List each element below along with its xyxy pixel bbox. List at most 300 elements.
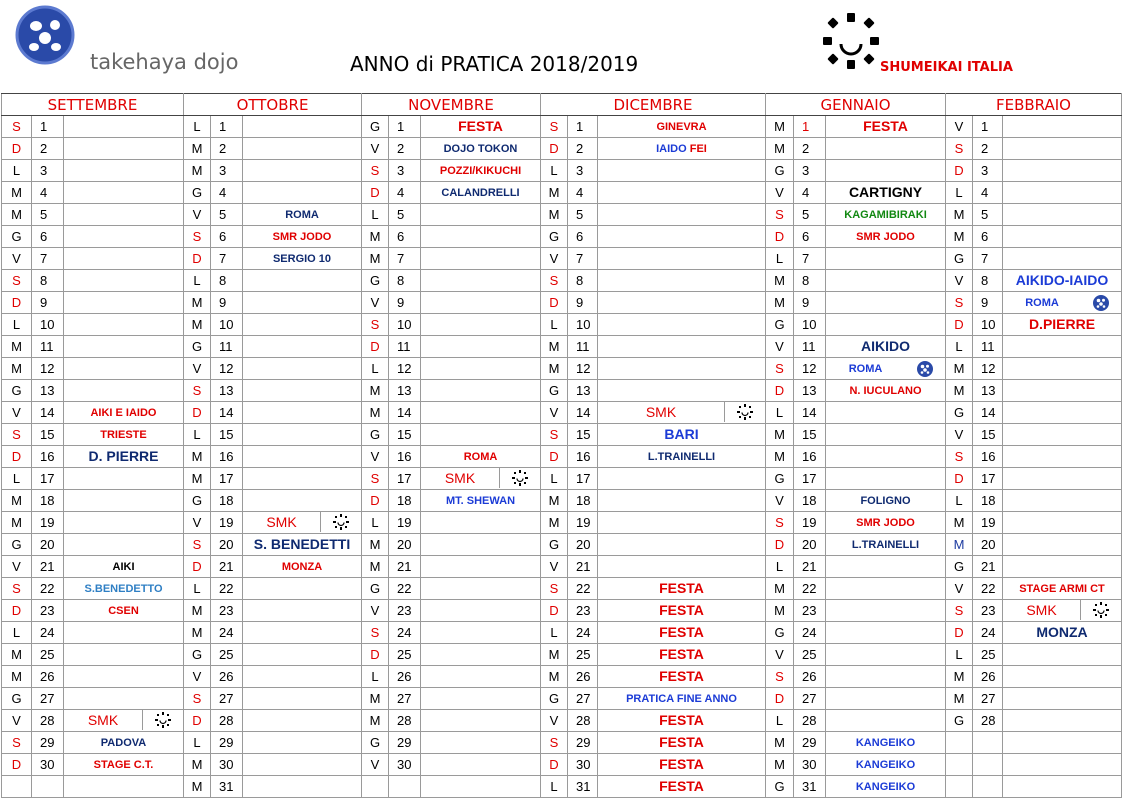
weekday-cell: G — [184, 336, 211, 358]
event-cell — [826, 754, 946, 776]
event-label: STAGE ARMI CT — [1019, 583, 1105, 595]
weekday-cell: V — [2, 556, 32, 578]
weekday-cell: M — [766, 446, 794, 468]
day-number-cell: 3 — [389, 160, 421, 182]
event-cell — [598, 182, 766, 204]
event-cell — [243, 402, 362, 424]
day-number-cell: 14 — [794, 402, 826, 424]
event-label: FESTA — [659, 712, 704, 728]
event-label: AIKI — [112, 561, 135, 573]
event-cell — [64, 226, 184, 248]
event-cell — [826, 138, 946, 160]
weekday-cell: L — [766, 248, 794, 270]
event-cell — [1003, 226, 1122, 248]
event-label: SMK — [64, 710, 143, 730]
day-number-cell: 18 — [568, 490, 598, 512]
event-cell — [421, 578, 541, 600]
table-row — [2, 490, 1122, 512]
event-cell — [826, 710, 946, 732]
day-number-cell: 14 — [568, 402, 598, 424]
day-number-cell: 9 — [32, 292, 64, 314]
day-number-cell: 17 — [794, 468, 826, 490]
day-number-cell: 17 — [973, 468, 1003, 490]
event-cell — [64, 116, 184, 138]
day-number-cell: 24 — [794, 622, 826, 644]
weekday-cell: V — [362, 292, 389, 314]
day-number-cell: 30 — [211, 754, 243, 776]
event-cell — [598, 578, 766, 600]
day-number-cell: 6 — [794, 226, 826, 248]
weekday-cell: M — [541, 666, 568, 688]
event-cell — [243, 644, 362, 666]
event-cell — [243, 160, 362, 182]
event-cell — [243, 578, 362, 600]
event-cell — [243, 270, 362, 292]
weekday-cell: L — [766, 710, 794, 732]
event-label: AIKI E IAIDO — [90, 407, 157, 419]
day-number-cell: 23 — [973, 600, 1003, 622]
event-label: PADOVA — [100, 737, 147, 749]
weekday-cell: M — [2, 666, 32, 688]
event-cell — [64, 732, 184, 754]
table-row — [2, 248, 1122, 270]
day-number-cell: 22 — [389, 578, 421, 600]
day-number-cell: 16 — [389, 446, 421, 468]
weekday-cell: M — [184, 600, 211, 622]
weekday-cell: V — [766, 336, 794, 358]
event-cell — [421, 534, 541, 556]
event-cell — [826, 600, 946, 622]
event-cell — [64, 380, 184, 402]
weekday-cell: S — [541, 116, 568, 138]
event-label: MT. SHEWAN — [445, 495, 516, 507]
day-number-cell: 10 — [794, 314, 826, 336]
event-cell — [64, 622, 184, 644]
event-label: D. PIERRE — [88, 448, 159, 464]
weekday-cell: G — [541, 380, 568, 402]
event-cell — [598, 116, 766, 138]
weekday-cell: D — [184, 710, 211, 732]
event-cell — [826, 402, 946, 424]
event-cell — [421, 160, 541, 182]
event-cell — [243, 138, 362, 160]
weekday-cell: M — [766, 578, 794, 600]
weekday-cell: S — [184, 688, 211, 710]
day-number-cell: 15 — [568, 424, 598, 446]
day-number-cell: 11 — [32, 336, 64, 358]
day-number-cell: 21 — [32, 556, 64, 578]
weekday-cell: S — [2, 578, 32, 600]
day-number-cell: 17 — [389, 468, 421, 490]
event-cell — [598, 358, 766, 380]
event-cell — [64, 204, 184, 226]
event-cell — [826, 160, 946, 182]
event-cell — [421, 336, 541, 358]
weekday-cell: M — [766, 138, 794, 160]
event-cell — [243, 424, 362, 446]
event-cell — [598, 622, 766, 644]
day-number-cell: 7 — [389, 248, 421, 270]
weekday-cell: G — [184, 644, 211, 666]
day-number-cell: 29 — [794, 732, 826, 754]
day-number-cell: 29 — [211, 732, 243, 754]
event-cell — [1003, 688, 1122, 710]
event-cell — [826, 490, 946, 512]
event-label: CALANDRELLI — [441, 187, 520, 199]
event-label: KANGEIKO — [855, 737, 916, 749]
weekday-cell: D — [2, 292, 32, 314]
day-number-cell: 4 — [973, 182, 1003, 204]
day-number-cell: 20 — [794, 534, 826, 556]
day-number-cell — [389, 776, 421, 798]
day-number-cell: 4 — [211, 182, 243, 204]
event-cell — [1003, 578, 1122, 600]
day-number-cell: 20 — [32, 534, 64, 556]
weekday-cell: G — [766, 160, 794, 182]
weekday-cell: G — [2, 380, 32, 402]
weekday-cell: M — [184, 160, 211, 182]
table-row — [2, 754, 1122, 776]
day-number-cell: 15 — [389, 424, 421, 446]
event-cell — [1003, 160, 1122, 182]
day-number-cell: 12 — [32, 358, 64, 380]
weekday-cell: D — [184, 402, 211, 424]
weekday-cell: L — [541, 468, 568, 490]
weekday-cell: D — [946, 160, 973, 182]
event-cell — [243, 468, 362, 490]
weekday-cell: S — [541, 424, 568, 446]
weekday-cell: V — [946, 578, 973, 600]
day-number-cell: 13 — [568, 380, 598, 402]
day-number-cell: 13 — [32, 380, 64, 402]
day-number-cell: 11 — [973, 336, 1003, 358]
event-cell — [1003, 666, 1122, 688]
weekday-cell: S — [766, 204, 794, 226]
shumeikai-sun-emblem-icon — [822, 12, 880, 70]
weekday-cell: G — [946, 710, 973, 732]
event-label: L.TRAINELLI — [647, 451, 716, 463]
event-cell — [64, 292, 184, 314]
event-label: PRATICA FINE ANNO — [626, 693, 737, 705]
weekday-cell: M — [184, 292, 211, 314]
shumeikai-sun-icon — [155, 712, 171, 728]
event-cell — [421, 204, 541, 226]
day-number-cell: 8 — [211, 270, 243, 292]
weekday-cell: L — [184, 270, 211, 292]
day-number-cell: 24 — [568, 622, 598, 644]
day-number-cell: 10 — [211, 314, 243, 336]
weekday-cell: D — [541, 754, 568, 776]
weekday-cell: G — [766, 314, 794, 336]
day-number-cell: 17 — [568, 468, 598, 490]
weekday-cell: M — [541, 358, 568, 380]
event-cell — [826, 292, 946, 314]
event-label: STAGE C.T. — [93, 759, 154, 771]
day-number-cell: 9 — [568, 292, 598, 314]
event-label: S.BENEDETTO — [84, 583, 163, 595]
day-number-cell: 29 — [389, 732, 421, 754]
weekday-cell: G — [946, 248, 973, 270]
day-number-cell: 4 — [389, 182, 421, 204]
weekday-cell: M — [2, 182, 32, 204]
day-number-cell: 4 — [32, 182, 64, 204]
weekday-cell: G — [362, 270, 389, 292]
event-cell — [1003, 182, 1122, 204]
weekday-cell: L — [184, 116, 211, 138]
day-number-cell: 5 — [32, 204, 64, 226]
weekday-cell: L — [946, 644, 973, 666]
table-row — [2, 776, 1122, 798]
weekday-cell: M — [184, 754, 211, 776]
day-number-cell: 29 — [32, 732, 64, 754]
event-cell — [826, 732, 946, 754]
day-number-cell: 1 — [32, 116, 64, 138]
weekday-cell: S — [541, 578, 568, 600]
event-cell — [1003, 204, 1122, 226]
day-number-cell — [973, 754, 1003, 776]
event-cell — [243, 204, 362, 226]
day-number-cell: 26 — [32, 666, 64, 688]
day-number-cell: 31 — [211, 776, 243, 798]
weekday-cell: G — [766, 468, 794, 490]
weekday-cell: S — [541, 270, 568, 292]
event-cell — [243, 776, 362, 798]
event-cell — [243, 248, 362, 270]
month-header: NOVEMBRE — [362, 94, 541, 116]
weekday-cell: M — [541, 336, 568, 358]
weekday-cell: D — [184, 556, 211, 578]
day-number-cell: 25 — [32, 644, 64, 666]
day-number-cell: 27 — [568, 688, 598, 710]
weekday-cell: S — [541, 732, 568, 754]
weekday-cell: S — [2, 424, 32, 446]
weekday-cell: S — [946, 138, 973, 160]
event-label: AIKIDO-IAIDO — [1015, 272, 1109, 288]
day-number-cell: 28 — [32, 710, 64, 732]
event-label: CARTIGNY — [848, 184, 923, 200]
weekday-cell: D — [766, 380, 794, 402]
weekday-cell: D — [362, 182, 389, 204]
event-cell — [1003, 534, 1122, 556]
day-number-cell: 24 — [389, 622, 421, 644]
day-number-cell: 13 — [794, 380, 826, 402]
weekday-cell: M — [2, 490, 32, 512]
event-label: GINEVRA — [656, 121, 707, 133]
day-number-cell: 13 — [211, 380, 243, 402]
event-cell — [421, 688, 541, 710]
day-number-cell: 2 — [211, 138, 243, 160]
event-cell — [64, 776, 184, 798]
day-number-cell: 23 — [794, 600, 826, 622]
event-cell — [598, 600, 766, 622]
day-number-cell: 19 — [568, 512, 598, 534]
event-label: SMR JODO — [272, 231, 332, 243]
weekday-cell: M — [541, 512, 568, 534]
weekday-cell: M — [541, 490, 568, 512]
event-cell — [1003, 556, 1122, 578]
weekday-cell: L — [946, 490, 973, 512]
day-number-cell: 10 — [568, 314, 598, 336]
day-number-cell: 22 — [211, 578, 243, 600]
day-number-cell — [973, 732, 1003, 754]
weekday-cell: L — [541, 314, 568, 336]
table-row — [2, 600, 1122, 622]
weekday-cell: V — [362, 446, 389, 468]
event-cell — [243, 688, 362, 710]
event-cell — [826, 666, 946, 688]
weekday-cell: D — [362, 336, 389, 358]
event-cell — [421, 248, 541, 270]
weekday-cell: L — [362, 204, 389, 226]
weekday-cell: M — [541, 182, 568, 204]
day-number-cell: 11 — [211, 336, 243, 358]
weekday-cell: L — [362, 666, 389, 688]
day-number-cell: 2 — [568, 138, 598, 160]
event-cell — [598, 512, 766, 534]
day-number-cell: 29 — [568, 732, 598, 754]
day-number-cell: 30 — [568, 754, 598, 776]
weekday-cell: V — [766, 644, 794, 666]
weekday-cell: M — [946, 358, 973, 380]
event-label: ROMA — [463, 451, 498, 463]
event-cell — [64, 358, 184, 380]
event-cell — [243, 336, 362, 358]
weekday-cell: L — [541, 160, 568, 182]
day-number-cell: 28 — [568, 710, 598, 732]
weekday-cell: S — [362, 622, 389, 644]
day-number-cell: 2 — [973, 138, 1003, 160]
event-cell — [64, 138, 184, 160]
day-number-cell: 5 — [389, 204, 421, 226]
event-cell — [421, 622, 541, 644]
day-number-cell: 26 — [389, 666, 421, 688]
weekday-cell: V — [362, 138, 389, 160]
day-number-cell: 30 — [794, 754, 826, 776]
weekday-cell: M — [184, 622, 211, 644]
weekday-cell: M — [184, 468, 211, 490]
weekday-cell: L — [946, 182, 973, 204]
event-cell — [64, 270, 184, 292]
day-number-cell: 16 — [794, 446, 826, 468]
event-cell — [598, 248, 766, 270]
day-number-cell: 22 — [32, 578, 64, 600]
day-number-cell: 28 — [973, 710, 1003, 732]
weekday-cell: D — [946, 314, 973, 336]
event-label: L.TRAINELLI — [851, 539, 920, 551]
event-cell — [826, 336, 946, 358]
table-row — [2, 160, 1122, 182]
event-label: FOLIGNO — [860, 495, 911, 507]
day-number-cell: 21 — [389, 556, 421, 578]
event-cell — [421, 666, 541, 688]
event-cell — [598, 138, 766, 160]
event-cell — [826, 248, 946, 270]
weekday-cell: D — [362, 644, 389, 666]
event-label: FESTA — [659, 624, 704, 640]
day-number-cell: 14 — [389, 402, 421, 424]
day-number-cell: 24 — [973, 622, 1003, 644]
event-cell — [421, 314, 541, 336]
day-number-cell: 16 — [211, 446, 243, 468]
event-cell — [598, 468, 766, 490]
event-cell — [64, 754, 184, 776]
table-row — [2, 314, 1122, 336]
event-cell — [826, 446, 946, 468]
event-cell — [826, 314, 946, 336]
shumeikai-sun-icon — [1093, 602, 1109, 618]
weekday-cell: M — [766, 600, 794, 622]
event-cell — [243, 666, 362, 688]
table-row — [2, 204, 1122, 226]
day-number-cell: 20 — [211, 534, 243, 556]
weekday-cell: M — [2, 204, 32, 226]
event-cell — [421, 226, 541, 248]
event-cell — [64, 666, 184, 688]
event-cell — [243, 754, 362, 776]
weekday-cell: V — [184, 666, 211, 688]
weekday-cell: D — [766, 534, 794, 556]
weekday-cell: V — [2, 402, 32, 424]
event-label: SMK — [598, 402, 725, 422]
weekday-cell: V — [766, 182, 794, 204]
weekday-cell: V — [541, 402, 568, 424]
day-number-cell: 20 — [389, 534, 421, 556]
weekday-cell: S — [2, 116, 32, 138]
event-label: N. IUCULANO — [849, 385, 922, 397]
weekday-cell: V — [946, 116, 973, 138]
event-cell — [598, 446, 766, 468]
table-row — [2, 666, 1122, 688]
event-cell — [64, 182, 184, 204]
weekday-cell: L — [2, 622, 32, 644]
weekday-cell: M — [2, 512, 32, 534]
weekday-cell: D — [541, 138, 568, 160]
weekday-cell: D — [541, 600, 568, 622]
weekday-cell: M — [946, 512, 973, 534]
day-number-cell: 28 — [211, 710, 243, 732]
weekday-cell: S — [946, 600, 973, 622]
event-cell — [826, 776, 946, 798]
event-cell — [826, 512, 946, 534]
event-cell — [243, 116, 362, 138]
day-number-cell: 15 — [32, 424, 64, 446]
event-cell — [826, 182, 946, 204]
event-cell — [243, 226, 362, 248]
weekday-cell — [2, 776, 32, 798]
event-label: MONZA — [1036, 624, 1088, 640]
event-cell — [421, 402, 541, 424]
weekday-cell: V — [184, 512, 211, 534]
weekday-cell: S — [362, 160, 389, 182]
event-cell — [1003, 490, 1122, 512]
day-number-cell: 23 — [32, 600, 64, 622]
event-label: SMR JODO — [856, 517, 915, 529]
event-label: ROMA — [1025, 297, 1059, 309]
event-cell — [826, 424, 946, 446]
event-cell — [243, 556, 362, 578]
event-cell — [421, 490, 541, 512]
event-cell — [1003, 512, 1122, 534]
day-number-cell: 12 — [211, 358, 243, 380]
day-number-cell: 8 — [973, 270, 1003, 292]
day-number-cell: 11 — [794, 336, 826, 358]
day-number-cell: 27 — [973, 688, 1003, 710]
takehaya-dojo-logo-icon — [14, 4, 76, 66]
month-header: DICEMBRE — [541, 94, 766, 116]
event-cell — [1003, 336, 1122, 358]
weekday-cell — [946, 754, 973, 776]
event-cell — [1003, 622, 1122, 644]
